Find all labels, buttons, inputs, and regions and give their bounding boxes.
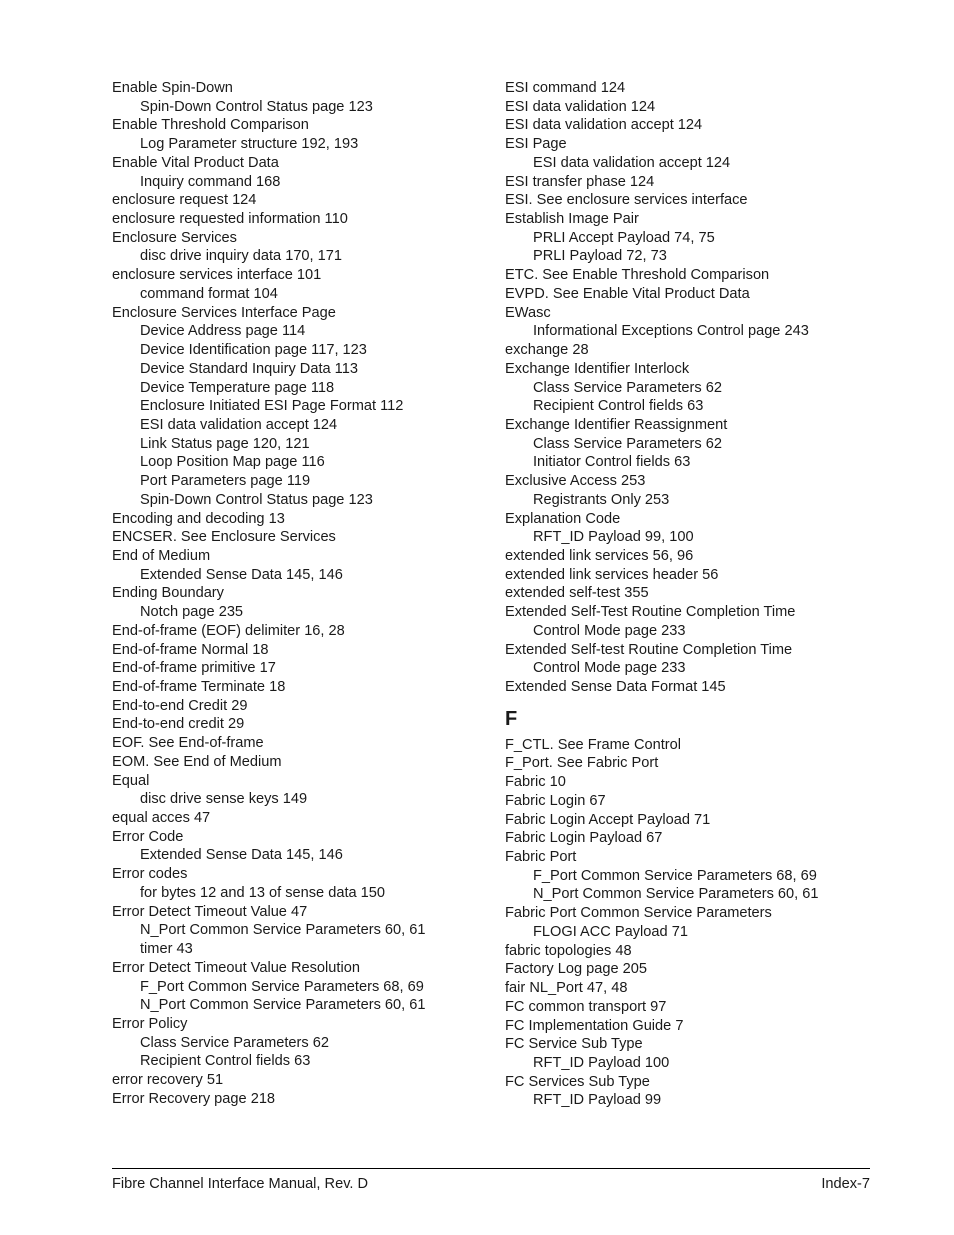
index-entry: error recovery 51 [112,1072,224,1089]
footer-manual-title: Fibre Channel Interface Manual, Rev. D [112,1176,369,1192]
index-section-e-continued [505,79,885,697]
index-entry: End of Medium [112,547,211,564]
index-subentry: Port Parameters page 119 [140,473,311,490]
index-entry: FC common transport 97 [505,998,667,1015]
index-subentry: PRLI Payload 72, 73 [533,248,667,265]
index-subentry: Control Mode page 233 [533,622,686,639]
index-entry: ENCSER. See Enclosure Services [112,529,336,546]
index-subentry: Control Mode page 233 [533,660,686,677]
index-subentry: Link Status page 120, 121 [140,435,310,452]
index-subentry: Recipient Control fields 63 [533,398,704,415]
index-subentry: FLOGI ACC Payload 71 [533,923,688,940]
index-entry: ESI command 124 [505,80,626,96]
index-subentry: Device Standard Inquiry Data 113 [140,360,358,377]
index-subentry: command format 104 [140,285,278,302]
index-entry: ESI data validation accept 124 [505,117,703,134]
index-entry: ESI data validation 124 [505,98,656,115]
index-subentry: Inquiry command 168 [140,173,281,190]
index-subentry: Extended Sense Data 145, 146 [140,847,343,864]
index-entry: Error Code [112,828,184,845]
index-subentry: Device Address page 114 [140,323,306,340]
index-subentry: for bytes 12 and 13 of sense data 150 [140,884,386,901]
index-entry: Enclosure Services Interface Page [112,304,336,321]
index-entry: EVPD. See Enable Vital Product Data [505,285,750,302]
index-subentry: Enclosure Initiated ESI Page Format 112 [140,398,404,415]
index-entry: exchange 28 [505,342,589,359]
index-entry: End-of-frame (EOF) delimiter 16, 28 [112,622,345,639]
index-subentry: timer 43 [140,941,193,958]
index-subentry: Device Temperature page 118 [140,379,335,396]
index-section-f [505,736,885,1110]
index-entry: Error Policy [112,1015,188,1032]
index-subentry: PRLI Accept Payload 74, 75 [533,229,715,246]
index-entry: equal acces 47 [112,810,211,827]
index-entry: Enclosure Services [112,229,237,246]
index-subentry: F_Port Common Service Parameters 68, 69 [140,978,424,995]
index-entry: ESI Page [505,136,567,153]
index-entry: Exchange Identifier Interlock [505,360,690,377]
index-entry: Explanation Code [505,510,621,527]
index-entry: enclosure request 124 [112,192,257,209]
index-entry: Fabric Port Common Service Parameters [505,905,772,922]
index-entry: End-of-frame Normal 18 [112,641,269,658]
index-entry: End-of-frame primitive 17 [112,660,276,677]
index-subentry: Class Service Parameters 62 [533,435,722,452]
index-subentry: RFT_ID Payload 99 [533,1092,662,1109]
index-entry: F_Port. See Fabric Port [505,755,659,772]
index-subentry: Class Service Parameters 62 [140,1034,329,1051]
index-entry: ESI. See enclosure services interface [505,192,748,209]
index-entry: Extended Sense Data Format 145 [505,679,726,695]
index-entry: Equal [112,772,150,789]
index-entry: Fabric Port [505,849,577,866]
index-subentry: disc drive sense keys 149 [140,791,308,808]
index-entry: End-of-frame Terminate 18 [112,679,286,695]
index-entry: Factory Log page 205 [505,961,647,978]
index-subentry: Class Service Parameters 62 [533,379,722,396]
index-entry: Extended Self-Test Routine Completion Time [505,604,796,621]
index-entry: Fabric Login Payload 67 [505,830,663,847]
index-subentry: Initiator Control fields 63 [533,454,691,471]
index-entry: Fabric Login 67 [505,792,606,809]
index-entry: ETC. See Enable Threshold Comparison [505,267,770,284]
index-subentry: Spin-Down Control Status page 123 [140,98,373,115]
index-subentry: ESI data validation accept 124 [533,154,731,171]
index-entry: FC Services Sub Type [505,1073,650,1090]
index-entry: fabric topologies 48 [505,942,632,959]
index-entry: Enable Threshold Comparison [112,117,309,134]
index-entry: FC Implementation Guide 7 [505,1017,684,1034]
index-entry: EWasc [505,304,551,321]
index-entry: Establish Image Pair [505,211,639,228]
index-subentry: RFT_ID Payload 99, 100 [533,529,694,546]
index-subentry: N_Port Common Service Parameters 60, 61 [533,886,819,903]
index-entry: Error Recovery page 218 [112,1090,276,1107]
index-subentry: disc drive inquiry data 170, 171 [140,248,343,265]
index-subentry: Extended Sense Data 145, 146 [140,566,343,583]
index-subentry: Loop Position Map page 116 [140,454,325,471]
index-subentry: N_Port Common Service Parameters 60, 61 [140,997,426,1014]
index-entry: Enable Spin-Down [112,80,233,96]
index-entry: Error Detect Timeout Value Resolution [112,959,360,976]
index-subentry: Recipient Control fields 63 [140,1053,311,1070]
index-subentry: Spin-Down Control Status page 123 [140,491,373,508]
index-entry: Error codes [112,866,188,883]
index-subentry: Device Identification page 117, 123 [140,342,367,359]
index-entry: extended link services header 56 [505,566,719,583]
index-entry: Encoding and decoding 13 [112,510,285,527]
index-entry: Ending Boundary [112,585,224,602]
index-subentry: N_Port Common Service Parameters 60, 61 [140,922,426,939]
footer-page-number: Index-7 [821,1176,870,1192]
index-subentry: Notch page 235 [140,604,244,621]
index-entry: EOM. See End of Medium [112,753,282,770]
index-entry: extended link services 56, 96 [505,547,694,564]
index-entry: Fabric 10 [505,774,566,791]
index-entry: FC Service Sub Type [505,1036,643,1053]
index-entry: Error Detect Timeout Value 47 [112,903,308,920]
section-letter-f: F [505,707,518,730]
index-subentry: Informational Exceptions Control page 243 [533,323,809,340]
index-entry: enclosure services interface 101 [112,267,322,284]
index-entry: F_CTL. See Frame Control [505,736,681,753]
index-entry: Fabric Login Accept Payload 71 [505,811,711,828]
index-subentry: F_Port Common Service Parameters 68, 69 [533,867,817,884]
index-entry: Exclusive Access 253 [505,473,646,490]
left-index-column [112,79,482,1109]
index-entry: fair NL_Port 47, 48 [505,980,628,997]
index-entry: Enable Vital Product Data [112,154,279,171]
index-entry: Exchange Identifier Reassignment [505,416,728,433]
index-subentry: Registrants Only 253 [533,491,670,508]
index-entry: extended self-test 355 [505,585,649,602]
index-entry: End-to-end Credit 29 [112,697,248,714]
index-entry: End-to-end credit 29 [112,716,245,733]
footer-rule [112,1168,870,1169]
index-entry: ESI transfer phase 124 [505,173,655,190]
index-subentry: ESI data validation accept 124 [140,416,338,433]
index-subentry: Log Parameter structure 192, 193 [140,136,359,153]
index-subentry: RFT_ID Payload 100 [533,1054,670,1071]
right-index-column [505,79,885,1110]
index-entry: enclosure requested information 110 [112,211,348,228]
index-entry: EOF. See End-of-frame [112,735,264,752]
index-entry: Extended Self-test Routine Completion Time [505,641,793,658]
